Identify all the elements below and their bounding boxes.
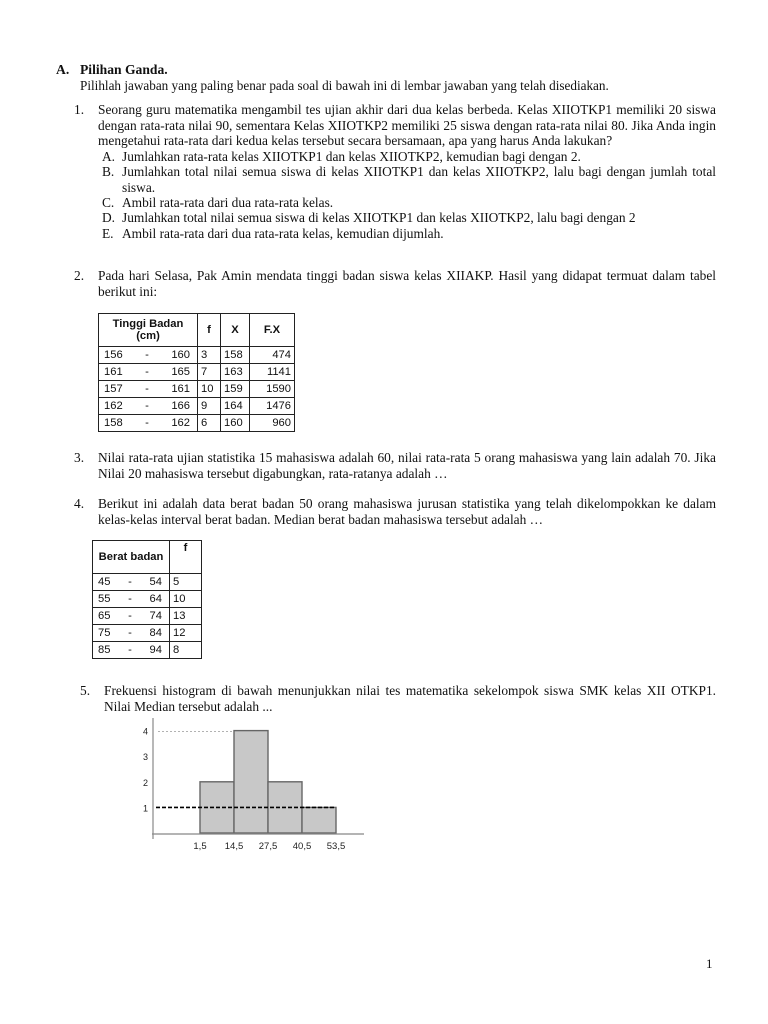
- header-f: f: [198, 314, 221, 347]
- f-cell: 8: [170, 642, 202, 659]
- range-low: 161: [104, 366, 123, 378]
- height-table: [98, 313, 295, 432]
- histogram-bar: [234, 731, 268, 833]
- option-text: Jumlahkan total nilai semua siswa di kelas XIIOTKP1 dan kelas XIIOTKP2, lalu bagi dengan 2: [122, 210, 636, 226]
- histogram-bar: [302, 807, 336, 833]
- table-header-row: [99, 314, 295, 347]
- range-dash: -: [145, 349, 149, 361]
- option-text: Ambil rata-rata dari dua rata-rata kelas, kemudian dijumlah.: [122, 225, 444, 241]
- table-row: [93, 608, 202, 625]
- range-high: 165: [171, 366, 190, 378]
- table-row: [99, 381, 295, 398]
- range-cell: [93, 608, 170, 625]
- range-low: 156: [104, 349, 123, 361]
- question-5: [80, 683, 716, 714]
- question-text: Pada hari Selasa, Pak Amin mendata tinggi badan siswa kelas XIIAKP. Hasil yang didapat termuat dalam tabel berikut ini:: [98, 268, 716, 299]
- page-number: 1: [706, 956, 713, 971]
- range-cell: [99, 415, 198, 432]
- option-letter: C.: [102, 195, 115, 210]
- range-cell: [99, 347, 198, 364]
- f-cell: 6: [198, 415, 221, 432]
- question-text: Seorang guru matematika mengambil tes ujian akhir dari dua kelas berbeda. Kelas XIIOTKP1 memiliki 20 siswa dengan rata-rata nilai 90, sementara Kelas XIIOTKP2 memiliki 25 siswa dengan rata-rata nilai 80. Jika Anda ingin mengetahui rata-rata dari kedua kelas tersebut secara bersamaan, apa yang harus Anda lakukan?: [98, 102, 716, 149]
- question-number: 2.: [74, 268, 85, 283]
- y-tick-label: 1: [143, 803, 149, 814]
- option-text: Ambil rata-rata dari dua rata-rata kelas.: [122, 195, 334, 210]
- range-dash: -: [128, 576, 132, 588]
- range-cell: [93, 591, 170, 608]
- range-cell: [93, 574, 170, 591]
- question-4: [74, 496, 716, 527]
- options-list: [98, 149, 716, 241]
- f-cell: 10: [198, 381, 221, 398]
- range-low: 65: [98, 610, 111, 622]
- range-low: 158: [104, 417, 123, 429]
- f-cell: 7: [198, 364, 221, 381]
- question-text: Berikut ini adalah data berat badan 50 orang mahasiswa jurusan statistika yang telah dikelompokkan ke dalam kelas-kelas interval berat badan. Median berat badan mahasiswa tersebut adalah …: [98, 496, 716, 527]
- range-high: 160: [171, 349, 190, 361]
- f-cell: 12: [170, 625, 202, 642]
- range-dash: -: [145, 366, 149, 378]
- option-text: Jumlahkan rata-rata kelas XIIOTKP1 dan kelas XIIOTKP2, kemudian bagi dengan 2.: [122, 148, 581, 164]
- x-cell: 158: [221, 347, 250, 364]
- header-f: f: [170, 541, 202, 574]
- table-row: [93, 574, 202, 591]
- fx-cell: 1141: [250, 364, 295, 381]
- option-text: Jumlahkan total nilai semua siswa di kelas XIIOTKP1 dan kelas XIIOTKP2, lalu bagi dengan jumlah total siswa.: [122, 164, 716, 195]
- range-high: 166: [171, 400, 190, 412]
- question-3: [74, 450, 716, 481]
- range-dash: -: [128, 610, 132, 622]
- header-tinggi-badan: Tinggi Badan (cm): [99, 314, 198, 347]
- f-cell: 3: [198, 347, 221, 364]
- option-letter: E.: [102, 225, 114, 241]
- range-cell: [99, 364, 198, 381]
- question-2: [74, 268, 716, 299]
- range-high: 74: [149, 610, 162, 622]
- x-cell: 164: [221, 398, 250, 415]
- section-letter: A.: [56, 62, 70, 77]
- table-row: [93, 591, 202, 608]
- x-cell: 160: [221, 415, 250, 432]
- range-dash: -: [145, 383, 149, 395]
- header-fx: F.X: [250, 314, 295, 347]
- range-high: 64: [149, 593, 162, 605]
- x-tick-label: 40,5: [292, 841, 312, 852]
- range-low: 45: [98, 576, 111, 588]
- range-high: 161: [171, 383, 190, 395]
- section-heading: [56, 62, 168, 78]
- range-low: 75: [98, 627, 111, 639]
- range-cell: [99, 381, 198, 398]
- y-tick-label: 2: [143, 777, 149, 788]
- range-dash: -: [128, 644, 132, 656]
- question-number: 5.: [80, 683, 91, 698]
- x-tick-label: 14,5: [224, 841, 244, 852]
- range-high: 94: [149, 644, 162, 656]
- histogram-chart: [132, 716, 372, 858]
- range-dash: -: [128, 593, 132, 605]
- f-cell: 5: [170, 574, 202, 591]
- x-cell: 159: [221, 381, 250, 398]
- fx-cell: 1476: [250, 398, 295, 415]
- x-tick-label: 53,5: [326, 841, 346, 852]
- range-low: 162: [104, 400, 123, 412]
- table-row: [99, 415, 295, 432]
- fx-cell: 1590: [250, 381, 295, 398]
- instruction-text: Pilihlah jawaban yang paling benar pada soal di bawah ini di lembar jawaban yang telah disediakan.: [80, 78, 609, 93]
- range-high: 162: [171, 417, 190, 429]
- range-low: 157: [104, 383, 123, 395]
- header-berat-badan: Berat badan: [93, 541, 170, 574]
- x-cell: 163: [221, 364, 250, 381]
- fx-cell: 474: [250, 347, 295, 364]
- f-cell: 9: [198, 398, 221, 415]
- question-number: 4.: [74, 496, 85, 511]
- option-letter: B.: [102, 164, 115, 180]
- weight-table: [92, 540, 202, 659]
- table-row: [93, 642, 202, 659]
- question-text: Nilai rata-rata ujian statistika 15 mahasiswa adalah 60, nilai rata-rata 5 orang mahasiswa yang lain adalah 70. Jika Nilai 20 mahasiswa tersebut digabungkan, rata-ratanya adalah …: [98, 450, 716, 481]
- option-letter: A.: [102, 148, 116, 164]
- f-cell: 13: [170, 608, 202, 625]
- option-letter: D.: [102, 210, 116, 226]
- table-row: [99, 364, 295, 381]
- question-text: Frekuensi histogram di bawah menunjukkan nilai tes matematika sekelompok siswa SMK kelas XII OTKP1. Nilai Median tersebut adalah ...: [104, 683, 716, 714]
- fx-cell: 960: [250, 415, 295, 432]
- x-tick-label: 1,5: [193, 841, 207, 852]
- range-high: 54: [149, 576, 162, 588]
- f-cell: 10: [170, 591, 202, 608]
- table-row: [93, 625, 202, 642]
- option-d: [98, 210, 716, 225]
- option-b: [98, 164, 716, 195]
- option-c: [98, 195, 716, 210]
- table-row: [99, 347, 295, 364]
- range-dash: -: [145, 417, 149, 429]
- question-number: 1.: [74, 102, 85, 117]
- section-title: Pilihan Ganda.: [80, 62, 168, 77]
- option-a: [98, 149, 716, 164]
- y-tick-label: 3: [143, 752, 149, 763]
- x-tick-label: 27,5: [258, 841, 278, 852]
- question-number: 3.: [74, 450, 85, 465]
- range-dash: -: [145, 400, 149, 412]
- header-x: X: [221, 314, 250, 347]
- table-header-row: [93, 541, 202, 574]
- y-tick-label: 4: [143, 726, 149, 737]
- range-low: 85: [98, 644, 111, 656]
- range-dash: -: [128, 627, 132, 639]
- range-cell: [93, 642, 170, 659]
- range-cell: [99, 398, 198, 415]
- range-high: 84: [149, 627, 162, 639]
- range-low: 55: [98, 593, 111, 605]
- range-cell: [93, 625, 170, 642]
- table-row: [99, 398, 295, 415]
- option-e: [98, 226, 716, 241]
- question-1: [74, 102, 716, 241]
